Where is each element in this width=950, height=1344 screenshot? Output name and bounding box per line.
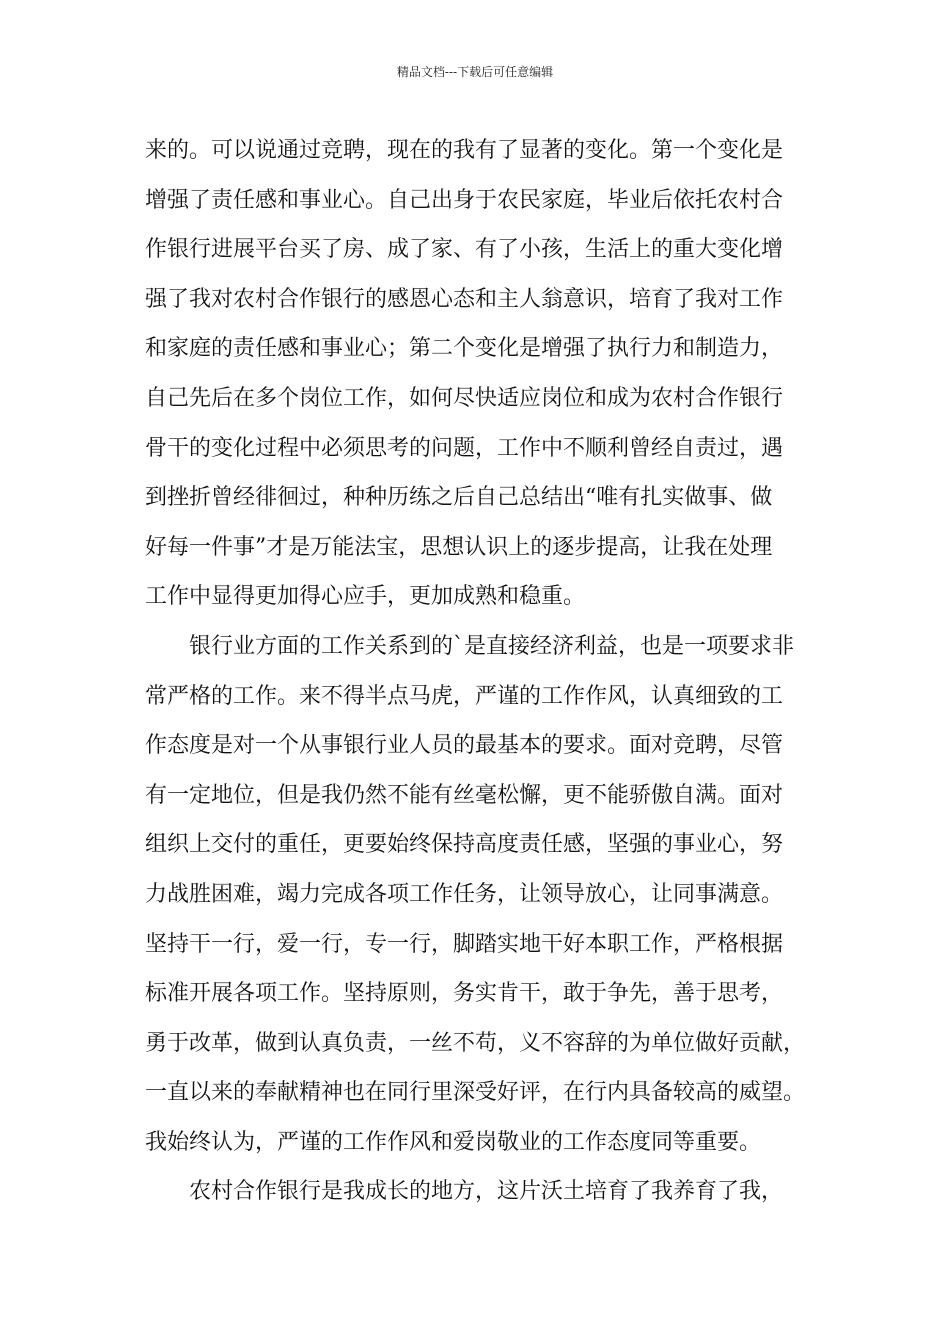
text-line: 来的。可以说通过竞聘，现在的我有了显著的变化。第一个变化是 [145, 138, 784, 163]
text-line: 作态度是对一个从事银行业人员的最基本的要求。面对竞聘，尽管 [145, 733, 784, 759]
text-line: 工作中显得更加得心应手，更加成熟和稳重。 [145, 584, 586, 610]
text-line: 骨干的变化过程中必须思考的问题，工作中不顺利曾经自责过，遇 [145, 435, 784, 461]
text-line: 好每一件事”才是万能法宝，思想认识上的逐步提高，让我在处理 [145, 534, 773, 560]
paragraph-first-line: 银行业方面的工作关系到的`是直接经济利益，也是一项要求非 [189, 633, 795, 659]
text-line: 和家庭的责任感和事业心；第二个变化是增强了执行力和制造力， [145, 336, 784, 362]
text-line: 有一定地位，但是我仍然不能有丝毫松懈，更不能骄傲自满。面对 [145, 782, 784, 808]
paragraph-first-line: 农村合作银行是我成长的地方，这片沃土培育了我养育了我， [189, 1179, 784, 1205]
text-line: 到挫折曾经徘徊过，种种历练之后自己总结出“唯有扎实做事、做 [145, 485, 773, 511]
text-line: 自己先后在多个岗位工作，如何尽快适应岗位和成为农村合作银行 [145, 385, 784, 411]
text-line: 标准开展各项工作。坚持原则，务实肯干，敢于争先，善于思考， [145, 981, 784, 1007]
text-line: 力战胜困难，竭力完成各项工作任务，让领导放心，让同事满意。 [145, 881, 784, 907]
document-body [145, 126, 815, 1217]
page-header: 精品文档---下载后可任意编辑 [396, 65, 554, 79]
text-line: 作银行进展平台买了房、成了家、有了小孩，生活上的重大变化增 [145, 237, 784, 263]
text-line: 常严格的工作。来不得半点马虎，严谨的工作作风，认真细致的工 [145, 683, 784, 709]
text-line: 坚持干一行，爱一行，专一行，脚踏实地干好本职工作，严格根据 [145, 931, 784, 957]
text-line: 一直以来的奉献精神也在同行里深受好评，在行内具备较高的威望。 [145, 1080, 806, 1106]
text-line: 我始终认为，严谨的工作作风和爱岗敬业的工作态度同等重要。 [145, 1129, 762, 1155]
text-line: 勇于改革，做到认真负责，一丝不苟，义不容辞的为单位做好贡献， [145, 1030, 806, 1056]
text-line: 强了我对农村合作银行的感恩心态和主人翁意识，培育了我对工作 [145, 286, 784, 312]
text-line: 增强了责任感和事业心。自己出身于农民家庭，毕业后依托农村合 [145, 187, 784, 213]
text-line: 组织上交付的重任，更要始终保持高度责任感，坚强的事业心，努 [145, 832, 784, 858]
